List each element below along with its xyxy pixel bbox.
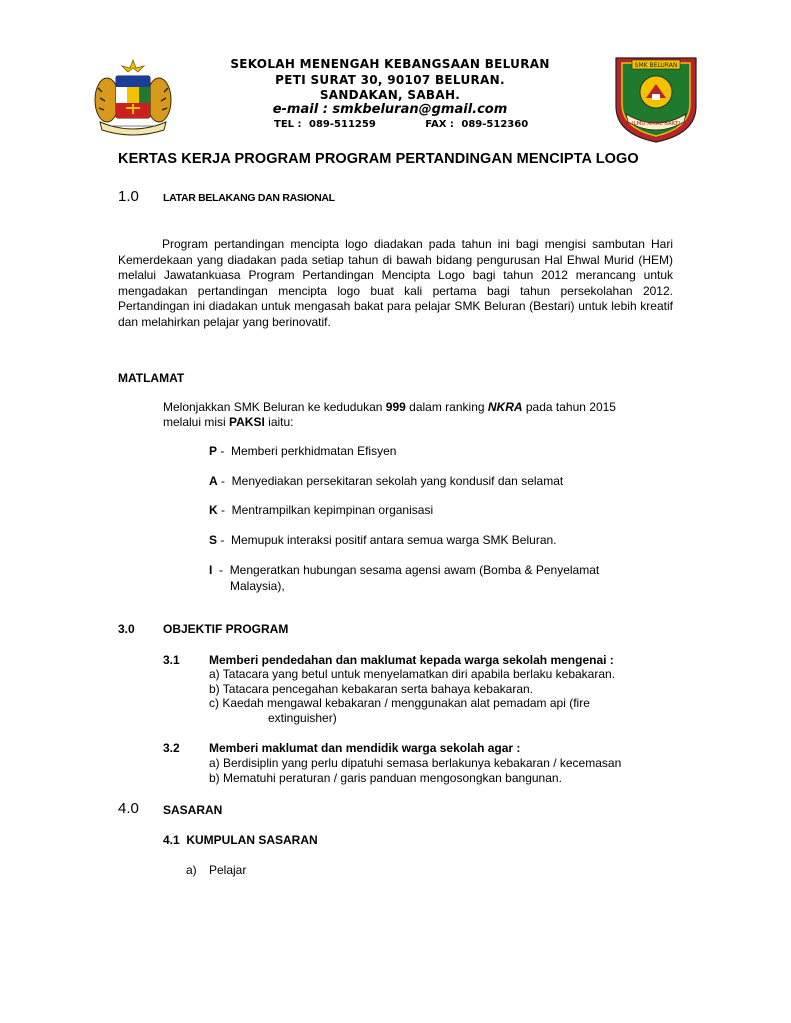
paksi-item bbox=[209, 444, 396, 458]
matlamat-line-1 bbox=[163, 400, 616, 414]
tel-number: 089-511259 bbox=[309, 119, 376, 130]
badge-ribbon-text: SMK BELURAN bbox=[634, 62, 678, 69]
section-3-heading: OBJEKTIF PROGRAM bbox=[163, 622, 289, 636]
paksi-separator: - bbox=[217, 533, 232, 547]
paksi-item bbox=[209, 474, 563, 488]
subsection-3-1-heading: Memberi pendedahan dan maklumat kepada warga sekolah mengenai : bbox=[209, 653, 614, 667]
list-item: a) Tatacara yang betul untuk menyelamatkan diri apabila berlaku kebakaran. bbox=[209, 667, 616, 681]
tel-label: TEL : bbox=[274, 119, 302, 130]
paksi-text: Memberi perkhidmatan Efisyen bbox=[231, 444, 397, 458]
paksi-item-continuation: Malaysia), bbox=[230, 579, 285, 593]
matlamat-heading: MATLAMAT bbox=[118, 371, 185, 385]
address-line-1: PETI SURAT 30, 90107 BELURAN. bbox=[275, 73, 505, 87]
fax-number: 089-512360 bbox=[461, 119, 529, 130]
section-4-heading: SASARAN bbox=[163, 803, 223, 817]
section-1-paragraph: Program pertandingan mencipta logo diadakan pada tahun ini bagi mengisi sambutan Hari Kemerdekaan yang diadakan pada setiap tahun di bawah bidang pengurusan Hal Ehwal Murid (HEM) melalui Jawatankuasa Program Pertandingan Mencipta Logo bagi tahun 2012 merancang untuk mengadakan pertandingan mencipta logo buat kali pertama bagi tahun persekolahan 2012. Pertandingan ini diadakan untuk mengasah bakat para pelajar SMK Beluran (Bestari) untuk lebih kreatif dan melahirkan pelajar yang berinovatif. bbox=[118, 237, 673, 329]
sasaran-item-text: Pelajar bbox=[209, 863, 247, 877]
matlamat-text: melalui misi bbox=[163, 415, 230, 429]
section-3-number: 3.0 bbox=[118, 622, 135, 636]
matlamat-text: iaitu: bbox=[264, 415, 294, 429]
matlamat-text: Melonjakkan SMK Beluran ke kedudukan bbox=[163, 400, 386, 414]
school-badge-logo bbox=[612, 52, 700, 144]
paksi-separator: - bbox=[212, 563, 230, 577]
matlamat-paksi: PAKSI bbox=[229, 415, 265, 429]
paksi-letter: P bbox=[209, 444, 218, 458]
matlamat-line-2 bbox=[163, 415, 294, 429]
badge-banner-text: ILMU AMAL BAKTI bbox=[632, 121, 680, 127]
subsection-3-2-number: 3.2 bbox=[163, 741, 180, 755]
section-4-number: 4.0 bbox=[118, 800, 139, 817]
paksi-text: Menyediakan persekitaran sekolah yang kondusif dan selamat bbox=[231, 474, 564, 488]
section-1-heading: LATAR BELAKANG DAN RASIONAL bbox=[163, 192, 335, 204]
email-line: e-mail : smkbeluran@gmail.com bbox=[272, 102, 508, 117]
sasaran-item-label: a) bbox=[186, 863, 197, 877]
matlamat-nkra: NKRA bbox=[487, 400, 523, 414]
list-item-continuation: extinguisher) bbox=[268, 711, 337, 725]
list-item: c) Kaedah mengawal kebakaran / menggunakan alat pemadam api (fire bbox=[209, 696, 590, 710]
paksi-separator: - bbox=[217, 444, 232, 458]
phone-fax-line bbox=[274, 118, 528, 132]
list-item: b) Mematuhi peraturan / garis panduan mengosongkan bangunan. bbox=[209, 771, 562, 785]
paksi-separator: - bbox=[217, 474, 232, 488]
matlamat-text: pada tahun 2015 bbox=[522, 400, 616, 414]
matlamat-text: dalam ranking bbox=[405, 400, 488, 414]
list-item: b) Tatacara pencegahan kebakaran serta bahaya kebakaran. bbox=[209, 682, 534, 696]
paksi-item bbox=[209, 563, 599, 577]
subsection-3-2-heading: Memberi maklumat dan mendidik warga sekolah agar : bbox=[209, 741, 521, 755]
paksi-letter: A bbox=[209, 474, 218, 488]
paksi-letter: I bbox=[209, 563, 213, 577]
document-title: KERTAS KERJA PROGRAM PROGRAM PERTANDINGAN MENCIPTA LOGO bbox=[118, 151, 639, 167]
malaysia-coat-of-arms-logo bbox=[92, 58, 174, 138]
subsection-3-1-number: 3.1 bbox=[163, 653, 180, 667]
section-1-number: 1.0 bbox=[118, 188, 139, 205]
paksi-item bbox=[209, 533, 557, 547]
fax-label: FAX : bbox=[425, 119, 454, 130]
subsection-4-1-heading: 4.1 KUMPULAN SASARAN bbox=[163, 833, 318, 847]
paksi-letter: K bbox=[209, 503, 218, 517]
paksi-text: Memupuk interaksi positif antara semua warga SMK Beluran. bbox=[231, 533, 557, 547]
address-line-2: SANDAKAN, SABAH. bbox=[319, 88, 461, 102]
list-item: a) Berdisiplin yang perlu dipatuhi semasa berlakunya kebakaran / kecemasan bbox=[209, 756, 622, 770]
paksi-text: Mengeratkan hubungan sesama agensi awam (Bomba & Penyelamat bbox=[229, 563, 600, 577]
paksi-item bbox=[209, 503, 433, 517]
paksi-letter: S bbox=[209, 533, 218, 547]
paksi-separator: - bbox=[217, 503, 232, 517]
school-name: SEKOLAH MENENGAH KEBANGSAAN BELURAN bbox=[230, 57, 550, 71]
paksi-text: Mentrampilkan kepimpinan organisasi bbox=[231, 503, 434, 517]
matlamat-ranking-value: 999 bbox=[385, 400, 406, 414]
